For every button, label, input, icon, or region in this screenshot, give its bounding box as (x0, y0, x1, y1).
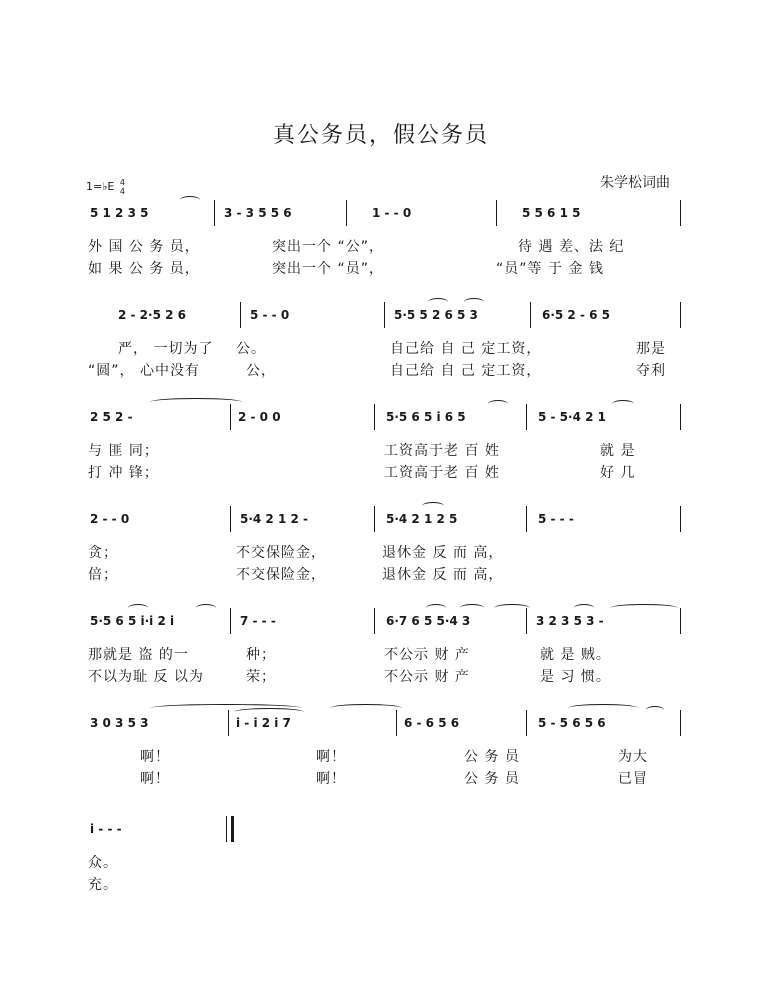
measure: 5 - - 0 (250, 308, 290, 322)
barline (374, 608, 375, 634)
slur-mark (330, 704, 402, 712)
measure: 5·4 2 1 2 - (240, 512, 308, 526)
lyric-verse-1: 就 是 贼。 (540, 647, 611, 663)
slur-mark (494, 604, 530, 612)
lyric-verse-1: 种； (246, 647, 276, 663)
barline (374, 404, 375, 430)
measure: 5·5 6 5 i 6 5 (386, 410, 466, 424)
slur-mark (422, 502, 444, 510)
measure: 5·5 6 5 i·i 2 i (90, 614, 175, 628)
barline (680, 506, 681, 532)
lyric-verse-1: 不交保险金， (236, 545, 326, 561)
slur-mark (428, 298, 448, 306)
barline (496, 200, 497, 226)
measure: 3 0 3 5 3 (90, 716, 149, 730)
barline (526, 404, 527, 430)
lyric-verse-1: 众。 (88, 855, 118, 871)
lyric-verse-2: 已冒 (618, 771, 648, 787)
slur-mark (610, 604, 678, 612)
slur-mark (426, 604, 446, 612)
time-denominator: 4 (119, 187, 125, 196)
time-numerator: 4 (119, 178, 125, 187)
lyric-verse-2: 公 务 员 (464, 771, 520, 787)
slur-mark (128, 604, 148, 612)
measure: 5 - 5 6 5 6 (538, 716, 606, 730)
measure: 2 5 2 - (90, 410, 133, 424)
lyric-verse-2: 如 果 公 务 员， (88, 261, 200, 277)
lyric-verse-2: 突出一个 “员”， (272, 261, 384, 277)
measure: 5 - 5·4 2 1 (538, 410, 606, 424)
barline (214, 200, 215, 226)
barline (240, 302, 241, 328)
lyric-verse-1: 那是 (636, 341, 666, 357)
barline (526, 710, 527, 736)
lyric-verse-1: 贪； (88, 545, 118, 561)
lyric-verse-2: “圆”， 心中没有 (88, 363, 200, 379)
barline (346, 200, 347, 226)
slur-mark (460, 604, 484, 612)
lyric-verse-1: 严， 一切为了 (118, 341, 214, 357)
measure: 5 - - - (538, 512, 574, 526)
barline (230, 506, 231, 532)
measure: 1 - - 0 (372, 206, 412, 220)
lyric-verse-2: “员”等 于 金 钱 (496, 261, 604, 277)
lyric-verse-1: 自己给 自 己 定工资， (390, 341, 542, 357)
measure: 5 5 6 1 5 (522, 206, 581, 220)
slur-mark (574, 604, 594, 612)
lyric-verse-1: 啊！ (316, 749, 346, 765)
measure: 3 - 3 5 5 6 (224, 206, 292, 220)
lyric-verse-1: 与 匪 同； (88, 443, 159, 459)
barline (680, 200, 681, 226)
measure: 6·7 6 5 5·4 3 (386, 614, 471, 628)
lyric-verse-2: 不交保险金， (236, 567, 326, 583)
measure: 6 - 6 5 6 (404, 716, 460, 730)
lyric-verse-2: 工资高于老 百 姓 (384, 465, 500, 481)
measure: i - i 2 i 7 (236, 716, 291, 730)
lyric-verse-1: 不公示 财 产 (384, 647, 470, 663)
lyric-verse-1: 突出一个 “公”， (272, 239, 384, 255)
measure: 7 - - - (240, 614, 276, 628)
barline (230, 404, 231, 430)
measure: 5·5 5 2 6 5 3 (394, 308, 478, 322)
song-title: 真公务员，假公务员 (272, 123, 489, 148)
slur-mark (180, 196, 200, 204)
measure: 2 - 0 0 (238, 410, 281, 424)
slur-mark (150, 398, 242, 406)
lyric-verse-2: 荣； (246, 669, 276, 685)
composer-credit: 朱学松词曲 (600, 175, 670, 191)
measure: 5 1 2 3 5 (90, 206, 149, 220)
lyric-verse-2: 啊！ (140, 771, 170, 787)
slur-mark (568, 704, 638, 712)
barline (396, 710, 397, 736)
slur-mark (488, 400, 508, 408)
barline (530, 302, 531, 328)
barline (374, 506, 375, 532)
lyric-verse-1: 为大 (618, 749, 648, 765)
slur-mark (196, 604, 216, 612)
lyric-verse-2: 好 几 (600, 465, 636, 481)
lyric-verse-1: 啊！ (140, 749, 170, 765)
lyric-verse-2: 不公示 财 产 (384, 669, 470, 685)
lyric-verse-1: 就 是 (600, 443, 636, 459)
final-barline-thin (226, 816, 227, 842)
measure: 5·4 2 1 2 5 (386, 512, 458, 526)
slur-mark (612, 400, 634, 408)
barline (228, 710, 229, 736)
lyric-verse-1: 那就是 盗 的一 (88, 647, 189, 663)
lyric-verse-2: 自己给 自 己 定工资， (390, 363, 542, 379)
measure: 2 - - 0 (90, 512, 130, 526)
lyric-verse-2: 是 习 惯。 (540, 669, 611, 685)
barline (680, 710, 681, 736)
lyric-verse-2: 公， (246, 363, 276, 379)
lyric-verse-2: 不以为耻 反 以为 (88, 669, 204, 685)
final-barline-thick (231, 816, 234, 842)
measure: 2 - 2·5 2 6 (118, 308, 186, 322)
lyric-verse-1: 退休金 反 而 高， (382, 545, 504, 561)
lyric-verse-2: 退休金 反 而 高， (382, 567, 504, 583)
key-signature (86, 178, 125, 196)
key-label: 1=♭E (86, 180, 115, 193)
lyric-verse-1: 待 遇 差、法 纪 (518, 239, 625, 255)
barline (230, 608, 231, 634)
lyric-verse-2: 夺利 (636, 363, 666, 379)
barline (680, 404, 681, 430)
measure: 6·5 2 - 6 5 (542, 308, 610, 322)
lyric-verse-1: 工资高于老 百 姓 (384, 443, 500, 459)
lyric-verse-2: 充。 (88, 877, 118, 893)
slur-mark (464, 298, 484, 306)
lyric-verse-1: 公。 (236, 341, 266, 357)
lyric-verse-1: 公 务 员 (464, 749, 520, 765)
barline (680, 302, 681, 328)
measure: i - - - (90, 822, 122, 836)
slur-mark (234, 708, 304, 716)
lyric-verse-2: 倍； (88, 567, 118, 583)
barline (526, 506, 527, 532)
slur-mark (646, 706, 664, 714)
lyric-verse-1: 外 国 公 务 员， (88, 239, 200, 255)
lyric-verse-2: 打 冲 锋； (88, 465, 159, 481)
lyric-verse-2: 啊！ (316, 771, 346, 787)
barline (680, 608, 681, 634)
barline (384, 302, 385, 328)
time-signature (120, 178, 125, 196)
measure: 3 2 3 5 3 - (536, 614, 604, 628)
